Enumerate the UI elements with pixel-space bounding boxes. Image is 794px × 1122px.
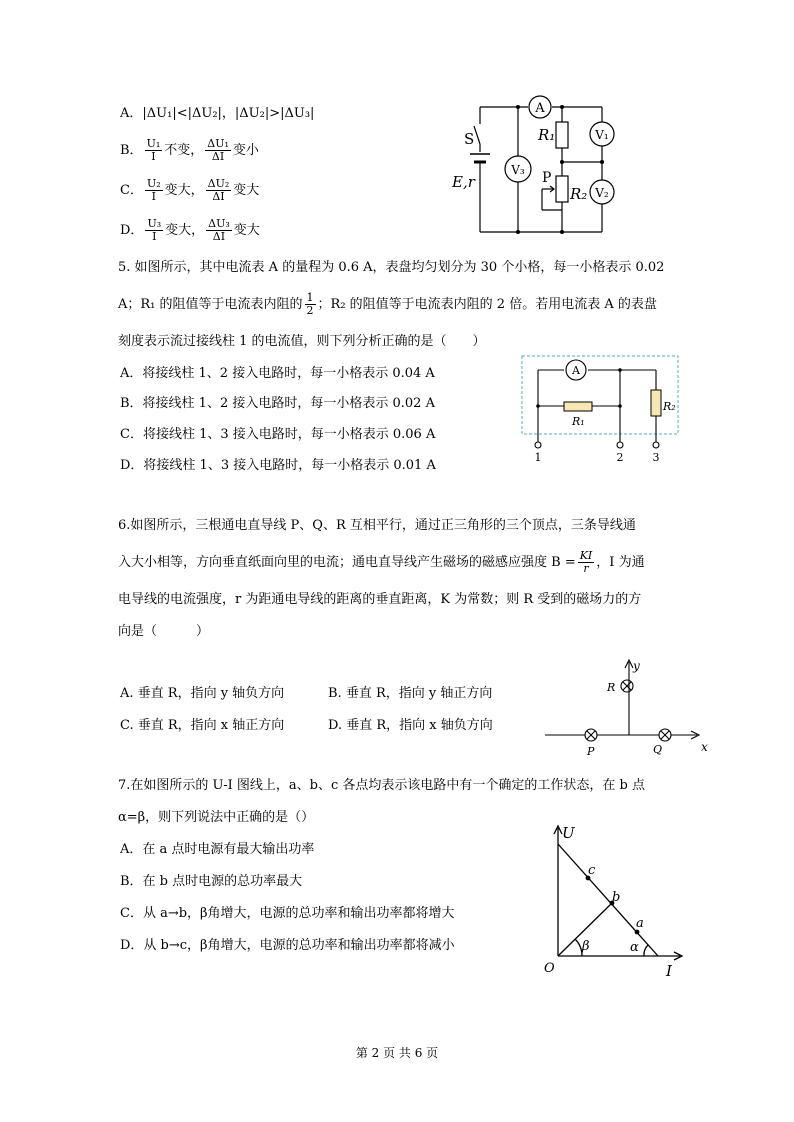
q4-option-a: A．|ΔU₁|<|ΔU₂|，|ΔU₂|>|ΔU₃|: [120, 106, 315, 121]
q5-option-c: C．将接线柱 1、3 接入电路时，每一小格表示 0.06 A: [120, 427, 436, 442]
u-axis-label: U: [562, 824, 575, 842]
q5-stem-line2: A；R₁ 的阻值等于电流表内阻的 $\frac{1}{2}$ ；R₂ 的阻值等于电流表内阻的 2 倍。若用电流表 A 的表盘: [118, 291, 657, 317]
i-axis-label: I: [666, 962, 672, 980]
wire-q-label: Q: [653, 743, 663, 756]
slider-label: P: [542, 170, 552, 186]
y-axis-label: y: [633, 659, 640, 673]
q6-stem-line3: 电导线的电流强度，r 为距通电导线的距离的垂直距离，K 为常数；则 R 受到的磁场力的方: [118, 592, 642, 607]
fraction: $\frac{1}{2}$: [306, 291, 314, 317]
v2-label: V₂: [595, 186, 609, 200]
q6-option-a: A. 垂直 R，指向 y 轴负方向: [120, 686, 285, 701]
q5-ammeter-diagram: [520, 354, 682, 464]
wire-r-label: R: [607, 681, 616, 694]
ammeter-label: A: [535, 101, 545, 116]
source-label: E,r: [452, 173, 475, 191]
terminal-2-label: 2: [616, 451, 624, 464]
q5-option-d: D．将接线柱 1、3 接入电路时，每一小格表示 0.01 A: [120, 458, 436, 473]
fraction: $\frac{\text{U₃}}{I}$: [147, 217, 162, 243]
q7-stem-line1: 7.在如图所示的 U-I 图线上，a、b、c 各点均表示该电路中有一个确定的工作状态，在 b 点: [118, 778, 645, 793]
q7-option-a: A．在 a 点时电源有最大输出功率: [120, 842, 315, 857]
q4-option-c: C． $\frac{\text{U₂}}{I}$ 变大， $\frac{\text{ΔU₂}}{\Delta I}$ 变大: [120, 177, 260, 203]
point-b-label: b: [612, 890, 621, 905]
fraction: $\frac{\text{U₂}}{I}$: [146, 177, 161, 203]
v1-label: V₁: [595, 128, 609, 142]
r2-label: R₂: [663, 400, 676, 413]
origin-label: O: [544, 961, 555, 976]
q6-stem-line4: 向是（ ）: [118, 624, 210, 639]
q7-option-d: D．从 b→c，β角增大，电源的总功率和输出功率都将减小: [120, 938, 455, 953]
fraction: $\frac{\text{ΔU₃}}{\Delta I}$: [208, 217, 230, 243]
q6-stem-line1: 6.如图所示，三根通电直导线 P、Q、R 互相平行，通过正三角形的三个顶点，三条导线通: [118, 518, 636, 533]
point-c-label: c: [588, 863, 596, 878]
x-axis-label: x: [701, 740, 708, 754]
switch-label: S: [464, 130, 475, 148]
fraction: $\frac{\text{ΔU₂}}{\Delta I}$: [207, 177, 230, 203]
q5-option-b: B．将接线柱 1、2 接入电路时，每一小格表示 0.02 A: [120, 396, 435, 411]
page-footer: 第 2 页 共 6 页: [355, 1046, 439, 1060]
q5-stem-line3: 刻度表示流过接线柱 1 的电流值，则下列分析正确的是（ ）: [118, 334, 486, 349]
q7-option-c: C．从 a→b，β角增大，电源的总功率和输出功率都将增大: [120, 906, 455, 921]
fraction: $\frac{\text{U₁}}{I}$: [146, 137, 161, 163]
q7-ui-graph: [540, 822, 690, 982]
q7-stem-line2: α=β，则下列说法中正确的是（）: [118, 810, 315, 825]
v3-label: V₃: [511, 163, 525, 177]
terminal-1-label: 1: [534, 451, 542, 464]
point-a-label: a: [636, 916, 644, 931]
r1-label: R₁: [538, 126, 556, 144]
q6-option-d: D. 垂直 R，指向 x 轴负方向: [328, 718, 493, 733]
fraction: $\frac{KI}{r}$: [579, 549, 593, 575]
q6-option-b: B. 垂直 R，指向 y 轴正方向: [328, 686, 493, 701]
q4-option-d: D． $\frac{\text{U₃}}{I}$ 变大， $\frac{\text{ΔU₃}}{\Delta I}$ 变大: [120, 217, 260, 243]
ammeter-label: A: [572, 364, 580, 377]
q7-option-b: B．在 b 点时电源的总功率最大: [120, 874, 303, 889]
q4-circuit-diagram: [450, 92, 630, 262]
wire-p-label: P: [587, 745, 595, 758]
alpha-label: α: [630, 940, 639, 955]
q6-stem-line2: 入大小相等，方向垂直纸面向里的电流；通电直导线产生磁场的磁感应强度 B = $\frac{KI}{r}$ ，I 为通: [118, 549, 645, 575]
terminal-3-label: 3: [652, 451, 660, 464]
q5-option-a: A．将接线柱 1、2 接入电路时，每一小格表示 0.04 A: [120, 366, 435, 381]
r1-label: R₁: [572, 415, 585, 428]
q4-option-b: B． $\frac{\text{U₁}}{I}$ 不变， $\frac{\text{ΔU₁}}{\Delta I}$ 变小: [120, 137, 259, 163]
r2-label: R₂: [570, 185, 588, 203]
beta-label: β: [582, 939, 590, 954]
q6-coordinate-diagram: [545, 658, 715, 758]
q5-stem-line1: 5. 如图所示，其中电流表 A 的量程为 0.6 A，表盘均匀划分为 30 个小格，每一小格表示 0.02: [118, 260, 665, 275]
q6-option-c: C. 垂直 R，指向 x 轴正方向: [120, 718, 285, 733]
fraction: $\frac{\text{ΔU₁}}{\Delta I}$: [207, 137, 229, 163]
